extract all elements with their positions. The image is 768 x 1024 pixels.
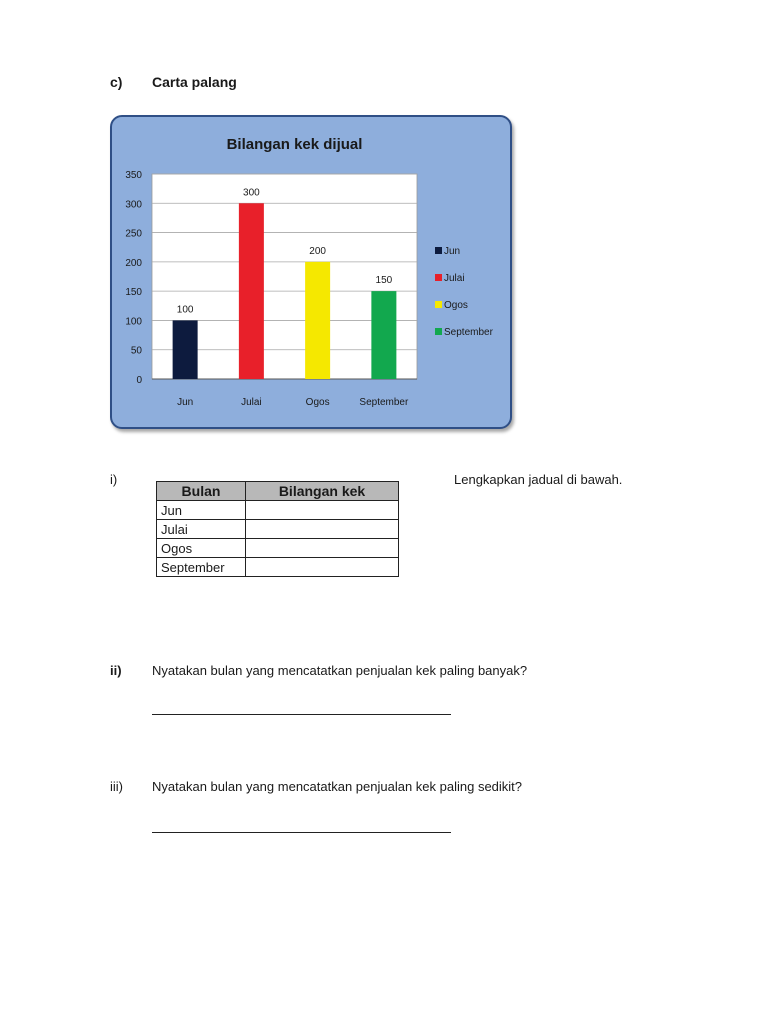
question-ii-marker: ii) (110, 663, 122, 678)
y-tick-label: 200 (125, 257, 142, 269)
question-i-marker: i) (110, 472, 118, 487)
data-label: 100 (176, 304, 194, 316)
table-cell-month: Julai (157, 520, 246, 539)
data-label: 200 (309, 245, 326, 257)
x-tick-label: September (359, 397, 409, 408)
legend-swatch (435, 274, 442, 281)
table-row (157, 558, 399, 577)
question-ii-text: Nyatakan bulan yang mencatatkan penjualan kek paling banyak? (152, 663, 528, 678)
table-cell-answer[interactable] (246, 539, 399, 558)
table-cell-answer[interactable] (246, 558, 399, 577)
y-tick-label: 100 (125, 316, 142, 328)
table-cell-month: September (157, 558, 246, 577)
table-cell-month: Jun (157, 501, 246, 520)
y-tick-label: 250 (125, 228, 142, 240)
bar (305, 262, 330, 379)
table-cell-answer[interactable] (246, 501, 399, 520)
section-c-marker: c) (110, 74, 123, 90)
question-iii-text: Nyatakan bulan yang mencatatkan penjualan kek paling sedikit? (152, 779, 523, 794)
x-tick-label: Jun (177, 397, 194, 408)
y-tick-label: 300 (125, 199, 142, 211)
table-header-bulan: Bulan (157, 482, 246, 501)
answer-line-ii[interactable] (152, 714, 451, 715)
y-tick-label: 150 (125, 287, 142, 299)
data-label: 150 (375, 275, 393, 287)
y-tick-label: 50 (130, 345, 142, 357)
chart-title: Bilangan kek dijual (226, 136, 363, 153)
bar (173, 320, 198, 379)
legend-label: Ogos (444, 300, 468, 311)
legend-label: September (444, 327, 493, 338)
table-row (157, 539, 399, 558)
table-row (157, 501, 399, 520)
section-c-title: Carta palang (152, 74, 237, 90)
y-tick-label: 350 (125, 170, 142, 181)
bar (239, 203, 264, 379)
bar-chart (112, 117, 510, 427)
table-header-row (157, 482, 399, 501)
x-tick-label: Ogos (305, 397, 330, 408)
question-i-instruction: Lengkapkan jadual di bawah. (454, 472, 623, 487)
answer-table (156, 481, 399, 577)
answer-line-iii[interactable] (152, 832, 451, 833)
legend-swatch (435, 328, 442, 335)
y-tick-label: 0 (136, 375, 142, 386)
table-row (157, 520, 399, 539)
legend-swatch (435, 301, 442, 308)
table-header-bilangan: Bilangan kek (246, 482, 399, 501)
table-cell-answer[interactable] (246, 520, 399, 539)
chart-frame (110, 115, 512, 429)
data-label: 300 (243, 187, 260, 199)
bar (371, 291, 396, 379)
legend-label: Jun (444, 246, 461, 257)
legend-label: Julai (444, 273, 465, 284)
question-iii-marker: iii) (110, 779, 123, 794)
x-tick-label: Julai (241, 397, 262, 408)
legend-swatch (435, 247, 442, 254)
table-cell-month: Ogos (157, 539, 246, 558)
